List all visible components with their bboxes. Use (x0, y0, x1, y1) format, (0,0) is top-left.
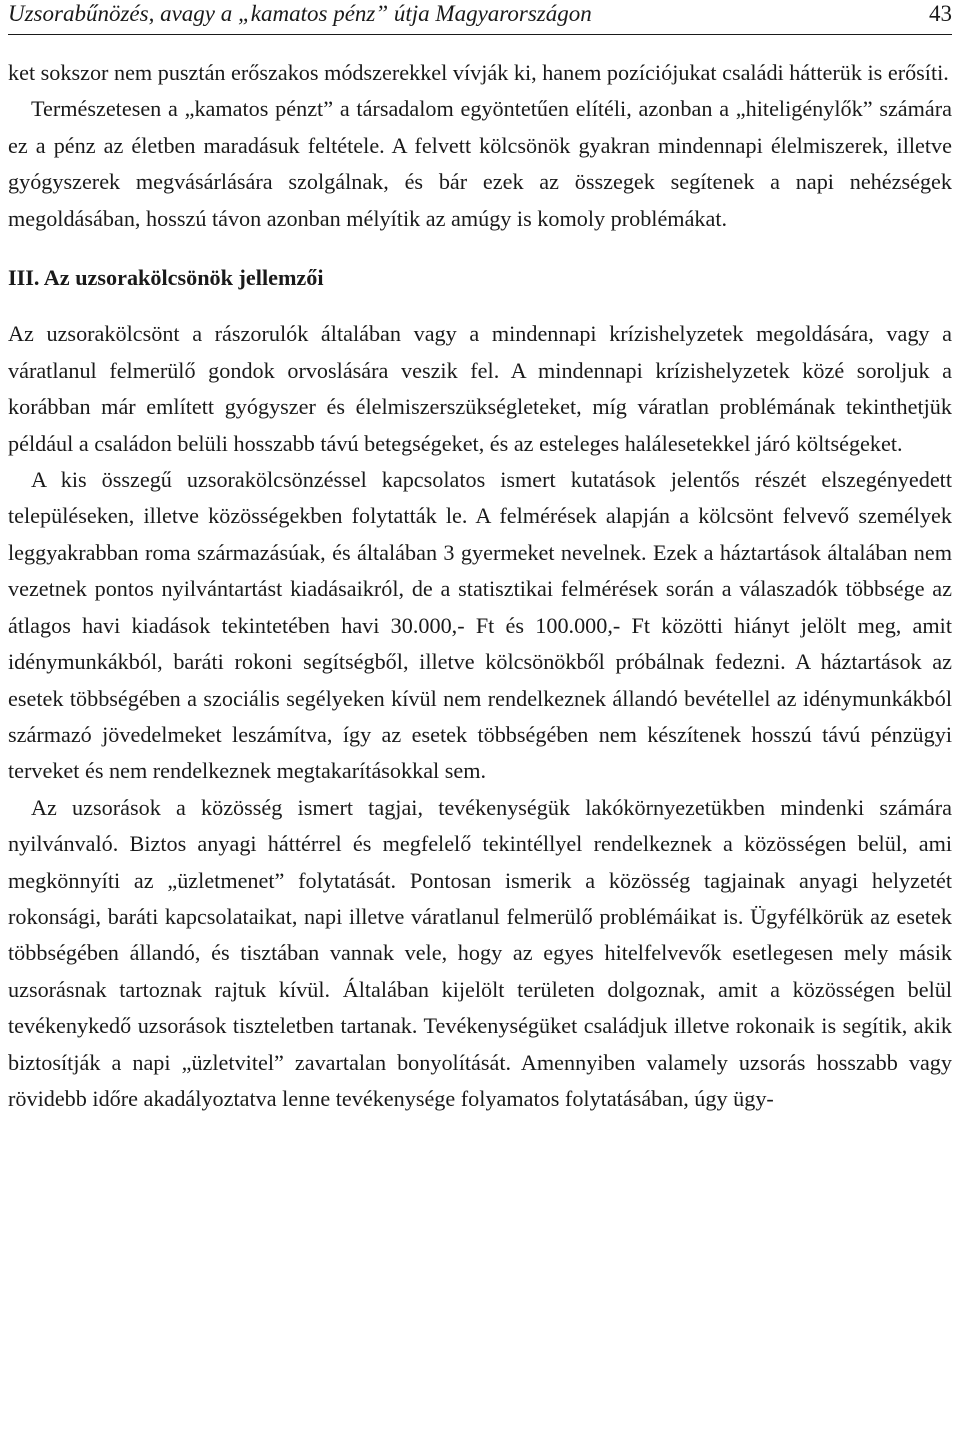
paragraph: ket sokszor nem pusztán erőszakos módszerekkel vívják ki, hanem pozíciójukat családi hátterük is erősíti. (8, 60, 949, 85)
running-header (8, 0, 952, 35)
paragraph: A kis összegű uzsorakölcsönzéssel kapcsolatos ismert kutatások jelentős részét elszegényedett településeken, illetve közösségekben folytatták le. A felmérések alapján a kölcsönt felvevő személyek leggyakrabban roma származásúak, és általában 3 gyermeket nevelnek. Ezek a háztartások általában nem vezetnek pontos nyilvántartást kiadásaikról, de a statisztikai felmérések során a válaszadók többsége az átlagos havi kiadások tekintetében havi 30.000,- Ft és 100.000,- Ft közötti hiányt jelölt meg, amit idénymunkákból, baráti rokoni segítségből, illetve kölcsönökből próbálnak fedezni. A háztartások az esetek többségében a szociális segélyeken kívül nem rendelkeznek állandó bevétellel az idénymunkákból származó jövedelmeket leszámítva, így az esetek többségében nem készítenek hosszú távú pénzügyi terveket és nem rendelkeznek megtakarításokkal sem. (8, 467, 952, 784)
paragraph: Az uzsorakölcsönt a rászorulók általában vagy a mindennapi krízishelyzetek megoldására, vagy a váratlanul felmerülő gondok orvoslására veszik fel. A mindennapi krízishelyzetek közé soroljuk a korábban már említett gyógyszer és élelmiszerszükségleteket, míg váratlan problémának tekinthetjük például a családon belüli hosszabb távú betegségeket, és az esteleges halálesetekkel járó költségeket. (8, 321, 952, 456)
paragraph: Természetesen a „kamatos pénzt” a társadalom egyöntetűen elítéli, azonban a „hiteligénylők” számára ez a pénz az életben maradásuk feltétele. A felvett kölcsönök gyakran mindennapi élelmiszerek, illetve gyógyszerek megvásárlására szolgálnak, és bár ezek az összegek segítenek a napi nehézségek megoldásában, hosszú távon azonban mélyítik az amúgy is komoly problémákat. (8, 96, 952, 231)
running-header-title: Uzsorabűnözés, avagy a „kamatos pénz” útja Magyarországon (8, 1, 592, 26)
document-page (8, 0, 952, 1117)
body-text (8, 55, 952, 1117)
section-heading: III. Az uzsorakölcsönök jellemzői (8, 265, 324, 291)
paragraph: Az uzsorások a közösség ismert tagjai, tevékenységük lakókörnyezetükben mindenki számára nyilvánvaló. Biztos anyagi háttérrel és megfelelő tekintéllyel rendelkeznek a közösségen belül, ami megkönnyíti az „üzletmenet” folytatását. Pontosan ismerik a közösség tagjainak anyagi helyzetét rokonsági, baráti kapcsolataikat, napi illetve váratlanul felmerülő problémáikat is. Ügyfélkörük az esetek többségében állandó, és tisztában vannak vele, hogy az egyes hitelfelvevők esetlegesen mely másik uzsorásnak tartoznak rajtuk kívül. Általában kijelölt területen dolgoznak, amit a közösségen belül tevékenykedő uzsorások tiszteletben tartanak. Tevékenységüket családjuk illetve rokonaik is segítik, akik biztosítják a napi „üzletvitel” zavartalan bonyolítását. Amennyiben valamely uzsorás hosszabb vagy rövidebb időre akadályoztatva lenne tevékenysége folyamatos folytatásában, úgy ügy- (8, 794, 952, 1111)
page-number: 43 (929, 1, 952, 26)
